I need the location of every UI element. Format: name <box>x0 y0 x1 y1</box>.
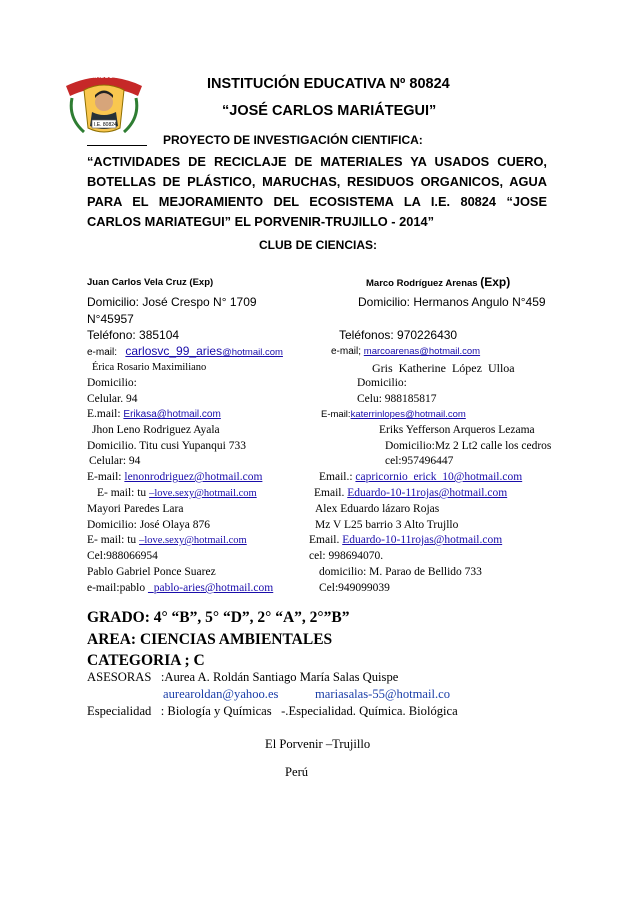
student-row: Domicilio:Mz 2 Lt2 calle los cedros <box>385 440 552 452</box>
student-row: Domicilio: <box>87 377 137 389</box>
author-right-name: Marco Rodríguez Arenas (Exp) <box>366 275 511 289</box>
student-row: domicilio: M. Parao de Bellido 733 <box>319 566 482 578</box>
student-row: E-mail:katerrinlopes@hotmail.com <box>321 409 466 420</box>
asesoras-line: ASESORAS :Aurea A. Roldán Santiago María Salas Quispe <box>87 670 399 684</box>
student-row: Domicilio: <box>357 377 407 389</box>
club-heading: CLUB DE CIENCIAS: <box>259 238 378 252</box>
student-email-link[interactable]: –love.sexy@hotmail.com <box>139 535 247 546</box>
school-name: “JOSÉ CARLOS MARIÁTEGUI” <box>222 103 437 119</box>
student-row: Email. Eduardo-10-11rojas@hotmail.com <box>309 534 503 546</box>
student-row: Érica Rosario Maximiliano <box>92 362 207 373</box>
student-email-link[interactable]: capricornio_erick_10@hotmail.com <box>355 471 523 483</box>
student-email-link[interactable]: Erikasa@hotmail.com <box>123 409 221 420</box>
author-right-email-link[interactable]: marcoarenas@hotmail.com <box>363 346 481 357</box>
author-left-address: Domicilio: José Crespo N° 1709 <box>87 295 257 309</box>
student-email-link[interactable]: _pablo-aries@hotmail.com <box>148 582 274 594</box>
author-left-address-cont: N°45957 <box>87 312 134 326</box>
student-email-link[interactable]: Eduardo-10-11rojas@hotmail.com <box>347 487 508 499</box>
student-row: E- mail: tu –love.sexy@hotmail.com <box>97 487 257 499</box>
student-row: Celular: 94 <box>89 455 141 467</box>
grado-line: GRADO: 4° “B”, 5° “D”, 2° “A”, 2°”B” <box>87 609 350 626</box>
country-line: Perú <box>285 765 309 779</box>
student-row: Email. Eduardo-10-11rojas@hotmail.com <box>314 487 508 499</box>
author-right-email: e-mail; marcoarenas@hotmail.com <box>331 346 481 357</box>
author-left-name: Juan Carlos Vela Cruz (Exp) <box>87 277 214 288</box>
especialidad-line: Especialidad : Biología y Químicas -.Especialidad. Química. Biológica <box>87 704 458 718</box>
student-row: Eriks Yefferson Arqueros Lezama <box>379 424 535 436</box>
asesoras-email-1[interactable]: aurearoldan@yahoo.es <box>163 687 279 701</box>
author-left-email: e-mail: carlosvc_99_aries@hotmail.com <box>87 344 283 358</box>
asesoras-email-2[interactable]: mariasalas-55@hotmail.co <box>315 687 451 701</box>
student-row: cel: 998694070. <box>309 550 384 562</box>
author-left-email-link[interactable]: carlosvc_99_aries@hotmail.com <box>125 344 283 358</box>
student-row: Pablo Gabriel Ponce Suarez <box>87 566 216 578</box>
student-email-link[interactable]: Eduardo-10-11rojas@hotmail.com <box>342 534 503 546</box>
student-email-link[interactable]: lenonrodriguez@hotmail.com <box>124 471 263 483</box>
student-row: Alex Eduardo lázaro Rojas <box>315 503 440 515</box>
header-rule <box>87 145 147 146</box>
categoria-line: CATEGORIA ; C <box>87 652 205 669</box>
student-row: Email.: capricornio_erick_10@hotmail.com <box>319 471 523 483</box>
institution-title: INSTITUCIÓN EDUCATIVA Nº 80824 <box>207 76 450 92</box>
area-line: AREA: CIENCIAS AMBIENTALES <box>87 631 333 648</box>
student-row: Domicilio. Titu cusi Yupanqui 733 <box>87 440 246 452</box>
logo-badge: I.E. 80824 <box>94 122 117 128</box>
place-line: El Porvenir –Trujillo <box>265 737 371 751</box>
logo-arc-text: JOSE CARLOS MARIATEGUI <box>68 74 155 80</box>
student-row: Mayori Paredes Lara <box>87 503 184 515</box>
project-heading: PROYECTO DE INVESTIGACIÓN CIENTIFICA: <box>163 133 423 147</box>
student-row: Jhon Leno Rodriguez Ayala <box>92 424 220 436</box>
author-right-address: Domicilio: Hermanos Angulo N°459 <box>358 295 546 309</box>
student-row: e-mail:pablo _pablo-aries@hotmail.com <box>87 582 274 594</box>
student-row: Cel:988066954 <box>87 550 158 562</box>
student-row: E-mail: lenonrodriguez@hotmail.com <box>87 471 263 483</box>
school-logo <box>62 68 155 138</box>
student-row: Gris Katherine López Ulloa <box>372 361 515 375</box>
student-row: Cel:949099039 <box>319 582 390 594</box>
student-row: Mz V L25 barrio 3 Alto Trujllo <box>315 519 459 531</box>
student-email-link[interactable]: –love.sexy@hotmail.com <box>149 488 257 499</box>
student-row: E- mail: tu –love.sexy@hotmail.com <box>87 534 247 546</box>
student-row: Celular. 94 <box>87 393 138 405</box>
student-row: Celu: 988185817 <box>357 393 437 405</box>
student-row: Domicilio: José Olaya 876 <box>87 519 210 531</box>
author-left-phone: Teléfono: 385104 <box>87 328 180 342</box>
student-row: E.mail: Erikasa@hotmail.com <box>87 408 221 420</box>
student-email-link[interactable]: katerrinlopes@hotmail.com <box>350 409 466 420</box>
student-row: cel:957496447 <box>385 455 454 467</box>
project-title: “ACTIVIDADES DE RECICLAJE DE MATERIALES YA USADOS CUERO, BOTELLAS DE PLÁSTICO, MARUCHAS, RESIDUOS ORGANICOS, AGUA PARA EL MEJORAMIENTO DEL ECOSISTEMA LA I.E. 80824 “JOSE CARLOS MARIATEGUI” EL PORVENIR-TRUJILLO - 2014” <box>87 154 547 229</box>
author-right-phone: Teléfonos: 970226430 <box>339 328 458 342</box>
